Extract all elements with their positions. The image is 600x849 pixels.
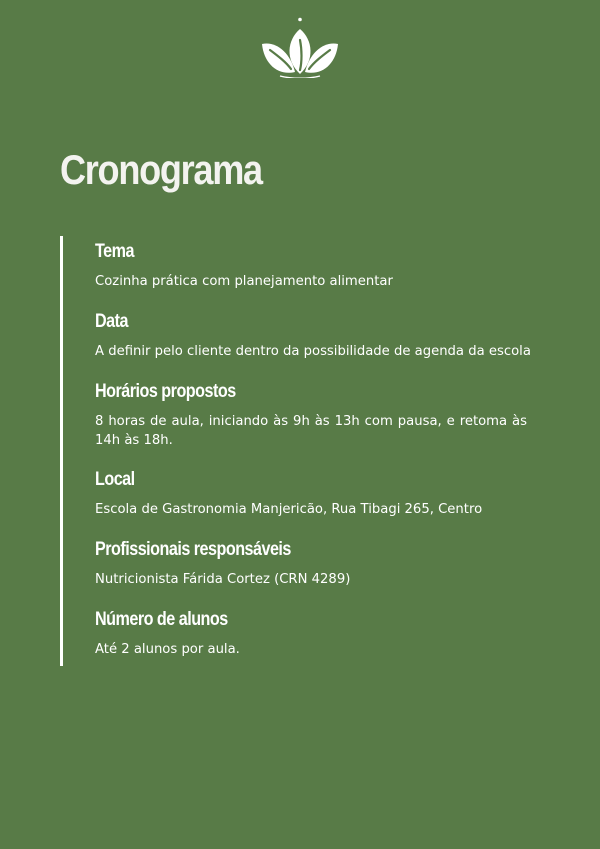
section-heading: Local: [95, 469, 135, 490]
section-body: Cozinha prática com planejamento alimentar: [95, 274, 393, 289]
lotus-icon: [258, 16, 342, 78]
section-body: A definir pelo cliente dentro da possibilidade de agenda da escola: [95, 344, 531, 359]
section-profissionais: [95, 538, 545, 589]
section-heading: Data: [95, 311, 128, 332]
section-horarios: [95, 380, 545, 450]
section-body: Escola de Gastronomia Manjericão, Rua Tibagi 265, Centro: [95, 502, 483, 517]
page-title: Cronograma: [60, 146, 262, 193]
section-heading: Horários propostos: [95, 381, 236, 402]
section-body: Até 2 alunos por aula.: [95, 642, 240, 657]
section-data: [95, 310, 545, 361]
section-body: Nutricionista Fárida Cortez (CRN 4289): [95, 572, 351, 587]
section-local: [95, 468, 545, 519]
section-heading: Número de alunos: [95, 609, 228, 630]
section-heading: Tema: [95, 241, 134, 262]
section-heading: Profissionais responsáveis: [95, 539, 291, 560]
section-numero-alunos: [95, 608, 545, 659]
timeline-bar: [60, 236, 63, 666]
section-tema: [95, 240, 545, 291]
section-body: 8 horas de aula, iniciando às 9h às 13h com pausa, e retoma às 14h às 18h.: [95, 414, 527, 448]
